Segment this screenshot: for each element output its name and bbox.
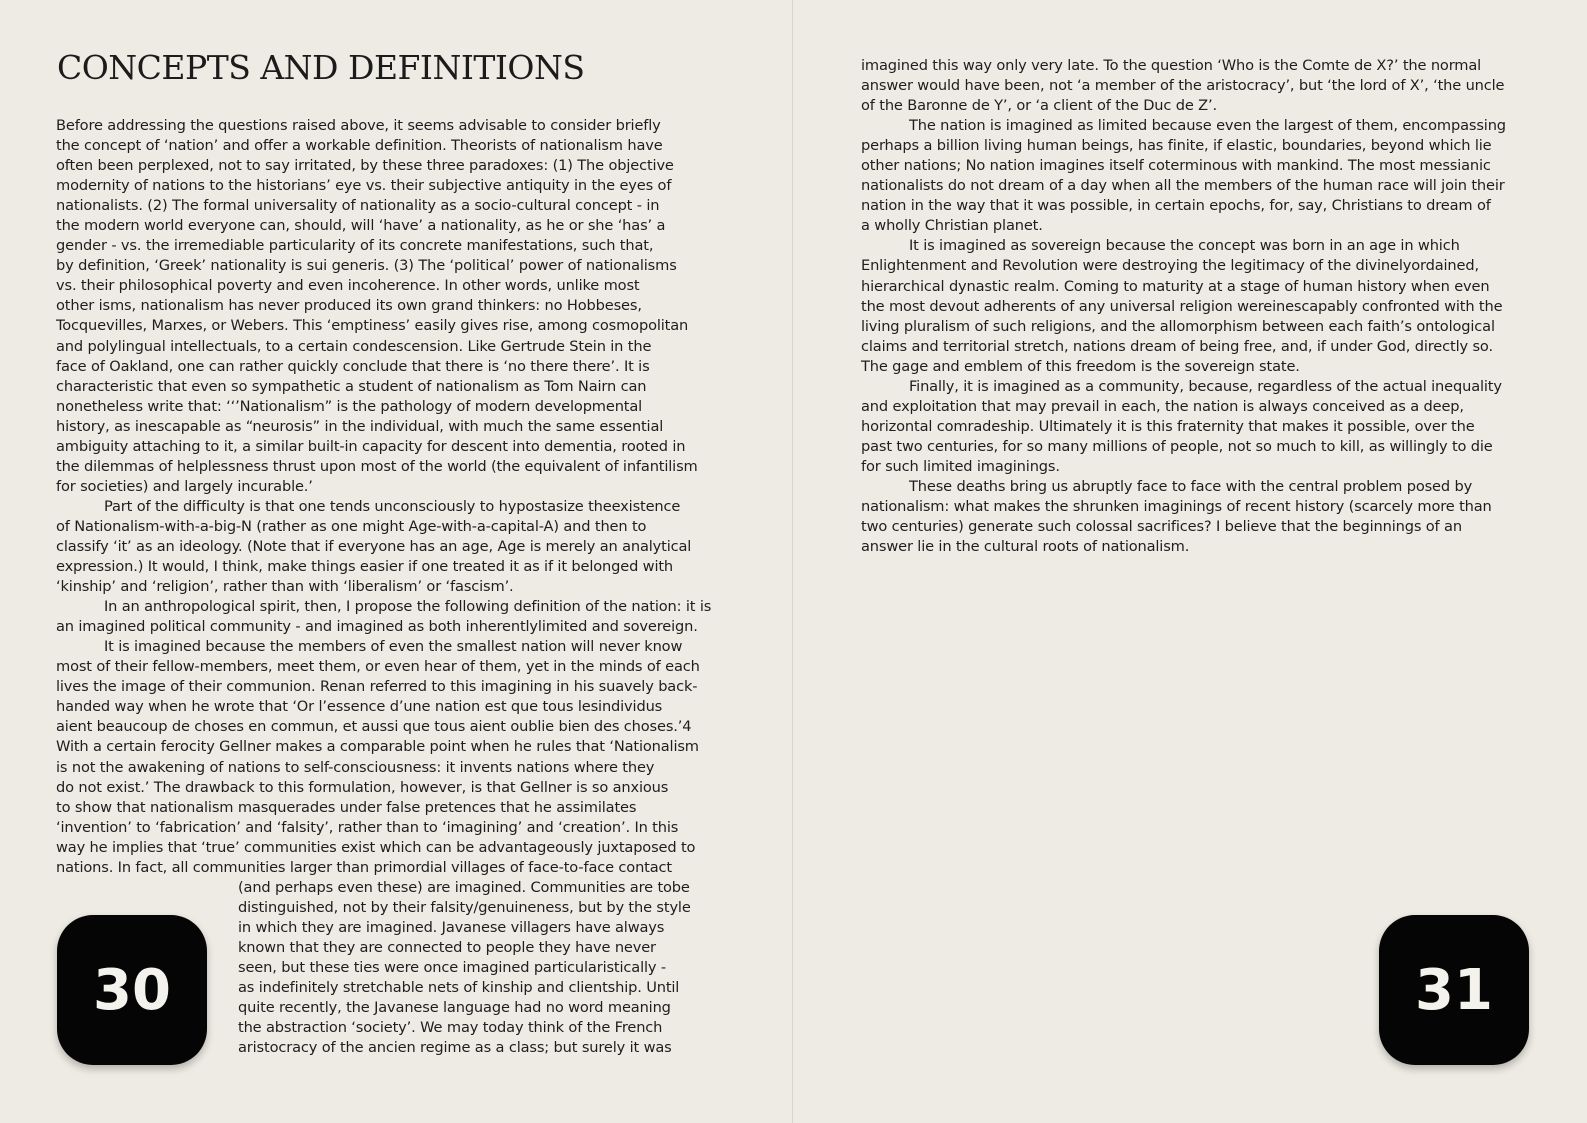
text-line: modernity of nations to the historians’ eye vs. their subjective antiquity in the eyes of xyxy=(56,177,672,195)
text-line: is not the awakening of nations to self-consciousness: it invents nations where they xyxy=(56,758,655,776)
text-line: of the Baronne de Y’, or ‘a client of the Duc de Z’. xyxy=(861,97,1217,115)
text-line: characteristic that even so sympathetic a student of nationalism as Tom Nairn can xyxy=(56,377,647,395)
text-line: known that they are connected to people they have never xyxy=(238,939,656,957)
text-line: living pluralism of such religions, and the allomorphism between each faith’s ontological xyxy=(861,317,1495,335)
text-line: imagined this way only very late. To the question ‘Who is the Comte de X?’ the normal xyxy=(861,57,1482,74)
text-line: answer lie in the cultural roots of nationalism. xyxy=(861,538,1190,556)
text-line: distinguished, not by their falsity/genuineness, but by the style xyxy=(238,899,691,917)
text-line: nationalists do not dream of a day when all the members of the human race will join their xyxy=(861,177,1505,195)
left-page-indented-body xyxy=(238,878,691,1058)
text-line: (and perhaps even these) are imagined. Communities are tobe xyxy=(238,879,690,896)
page-gutter xyxy=(792,0,793,1123)
page-number-badge-right xyxy=(1379,915,1529,1065)
text-line: ‘invention’ to ‘fabrication’ and ‘falsity’, rather than to ‘imagining’ and ‘creation’. In this xyxy=(56,818,679,836)
text-line: With a certain ferocity Gellner makes a comparable point when he rules that ‘Nationalism xyxy=(56,738,699,756)
page-number: 30 xyxy=(93,957,171,1023)
text-line: to show that nationalism masquerades under false pretences that he assimilates xyxy=(56,798,637,816)
text-line: two centuries) generate such colossal sacrifices? I believe that the beginnings of an xyxy=(861,518,1462,536)
text-line: hierarchical dynastic realm. Coming to maturity at a stage of human history when even xyxy=(861,277,1490,295)
text-line: past two centuries, for so many millions of people, not so much to kill, as willingly to die xyxy=(861,437,1493,455)
text-line: history, as inescapable as “neurosis” in the individual, with much the same essential xyxy=(56,417,664,435)
text-line: aristocracy of the ancien regime as a class; but surely it was xyxy=(238,1039,672,1057)
text-line: seen, but these ties were once imagined particularistically - xyxy=(238,959,666,977)
text-line: claims and territorial stretch, nations dream of being free, and, if under God, directly so. xyxy=(861,337,1493,355)
paragraph-start-line: In an anthropological spirit, then, I propose the following definition of the nation: it is xyxy=(104,598,712,616)
text-line: nationalists. (2) The formal universality of nationality as a socio-cultural concept - in xyxy=(56,197,660,215)
page-number-badge-left xyxy=(57,915,207,1065)
text-line: face of Oakland, one can rather quickly conclude that there is ‘no there there’. It is xyxy=(56,357,650,375)
text-line: as indefinitely stretchable nets of kinship and clientship. Until xyxy=(238,979,680,997)
text-line: perhaps a billion living human beings, has finite, if elastic, boundaries, beyond which lie xyxy=(861,137,1492,155)
text-line: the dilemmas of helplessness thrust upon most of the world (the equivalent of infantilism xyxy=(56,457,698,475)
text-line: horizontal comradeship. Ultimately it is this fraternity that makes it possible, over the xyxy=(861,417,1475,435)
chapter-title: CONCEPTS AND DEFINITIONS xyxy=(57,48,585,87)
paragraph-start-line: Finally, it is imagined as a community, because, regardless of the actual inequality xyxy=(909,377,1502,395)
paragraph-start-line: It is imagined because the members of even the smallest nation will never know xyxy=(104,638,683,656)
text-line: Tocquevilles, Marxes, or Webers. This ‘emptiness’ easily gives rise, among cosmopolitan xyxy=(56,317,689,335)
page-number: 31 xyxy=(1415,957,1493,1023)
text-line: nationalism: what makes the shrunken imaginings of recent history (scarcely more than xyxy=(861,498,1492,516)
text-line: an imagined political community - and imagined as both inherentlylimited and sovereign. xyxy=(56,618,698,636)
text-line: lives the image of their communion. Renan referred to this imagining in his suavely back- xyxy=(56,678,698,696)
text-line: aient beaucoup de choses en commun, et aussi que tous aient oublie bien des choses.’4 xyxy=(56,718,692,736)
text-line: The gage and emblem of this freedom is the sovereign state. xyxy=(861,357,1300,375)
paragraph-start-line: These deaths bring us abruptly face to face with the central problem posed by xyxy=(909,477,1473,495)
paragraph-start-line: It is imagined as sovereign because the concept was born in an age in which xyxy=(909,237,1460,255)
text-line: for such limited imaginings. xyxy=(861,457,1060,475)
text-line: a wholly Christian planet. xyxy=(861,217,1043,235)
text-line: and polylingual intellectuals, to a certain condescension. Like Gertrude Stein in the xyxy=(56,337,652,355)
text-line: of Nationalism-with-a-big-N (rather as one might Age-with-a-capital-A) and then to xyxy=(56,517,647,535)
text-line: Enlightenment and Revolution were destroying the legitimacy of the divinelyordained, xyxy=(861,257,1479,275)
text-line: quite recently, the Javanese language had no word meaning xyxy=(238,999,671,1017)
paragraph-start-line: Part of the difficulty is that one tends unconsciously to hypostasize theexistence xyxy=(104,497,681,515)
text-line: way he implies that ‘true’ communities exist which can be advantageously juxtaposed to xyxy=(56,838,696,856)
text-line: other nations; No nation imagines itself coterminous with mankind. The most messianic xyxy=(861,157,1491,175)
text-line: nonetheless write that: ‘‘’Nationalism” is the pathology of modern developmental xyxy=(56,397,643,415)
text-line: for societies) and largely incurable.’ xyxy=(56,477,313,495)
text-line: do not exist.’ The drawback to this formulation, however, is that Gellner is so anxious xyxy=(56,778,669,796)
text-line: handed way when he wrote that ‘Or l’essence d’une nation est que tous lesindividus xyxy=(56,698,663,716)
paragraph-start-line: The nation is imagined as limited because even the largest of them, encompassing xyxy=(909,117,1506,135)
text-line: gender - vs. the irremediable particularity of its concrete manifestations, such that, xyxy=(56,237,654,255)
text-line: ambiguity attaching to it, a similar built-in capacity for descent into dementia, rooted in xyxy=(56,437,686,455)
left-page-body xyxy=(56,116,711,878)
text-line: the modern world everyone can, should, will ‘have’ a nationality, as he or she ‘has’ a xyxy=(56,217,666,235)
text-line: answer would have been, not ‘a member of the aristocracy’, but ‘the lord of X’, ‘the uncle xyxy=(861,77,1505,95)
text-line: classify ‘it’ as an ideology. (Note that if everyone has an age, Age is merely an analytical xyxy=(56,537,692,555)
text-line: nation in the way that it was possible, in certain epochs, for, say, Christians to dream of xyxy=(861,197,1491,215)
text-line: in which they are imagined. Javanese villagers have always xyxy=(238,919,665,937)
text-line: the concept of ‘nation’ and offer a workable definition. Theorists of nationalism have xyxy=(56,137,663,155)
right-page-body xyxy=(861,56,1506,557)
text-line: Before addressing the questions raised above, it seems advisable to consider briefly xyxy=(56,117,661,134)
text-line: vs. their philosophical poverty and even incoherence. In other words, unlike most xyxy=(56,277,640,295)
text-line: nations. In fact, all communities larger than primordial villages of face-to-face contact xyxy=(56,858,672,876)
text-line: most of their fellow-members, meet them, or even hear of them, yet in the minds of each xyxy=(56,658,700,676)
text-line: and exploitation that may prevail in each, the nation is always conceived as a deep, xyxy=(861,397,1464,415)
text-line: ‘kinship’ and ‘religion’, rather than with ‘liberalism’ or ‘fascism’. xyxy=(56,578,514,596)
text-line: by definition, ‘Greek’ nationality is sui generis. (3) The ‘political’ power of nationalisms xyxy=(56,257,677,275)
text-line: other isms, nationalism has never produced its own grand thinkers: no Hobbeses, xyxy=(56,297,642,315)
text-line: the abstraction ‘society’. We may today think of the French xyxy=(238,1019,663,1037)
text-line: expression.) It would, I think, make things easier if one treated it as if it belonged with xyxy=(56,558,674,576)
text-line: often been perplexed, not to say irritated, by these three paradoxes: (1) The objective xyxy=(56,157,674,175)
text-line: the most devout adherents of any universal religion wereinescapably confronted with the xyxy=(861,297,1503,315)
